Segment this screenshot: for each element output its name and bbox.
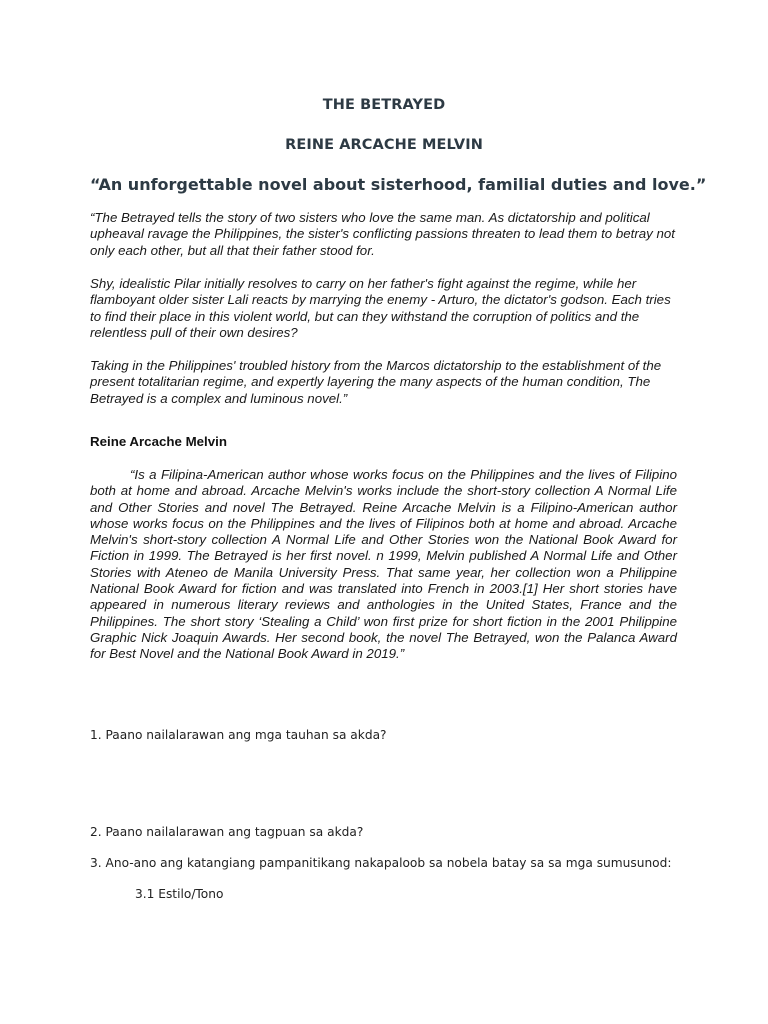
author-name: REINE ARCACHE MELVIN — [285, 137, 483, 153]
author-bio: “Is a Filipina-American author whose works focus on the Philippines and the lives of Filipino both at home and abroad. Arcache Melvin's works include the short-story collection A Normal Life and Other Stories and novel The Betrayed. Reine Arcache Melvin is a Filipino-American author whose works focus on the Philippines and the lives of Filipinos both at home and abroad. Arcache Melvin's short-story collection A Normal Life and Other Stories won the National Book Award for Fiction in 1999. The Betrayed is her first novel. n 1999, Melvin published A Normal Life and Other Stories with Ateneo de Manila University Press. That same year, her collection won a Philippine National Book Award for fiction and was translated into French in 2003.[1] Her short stories have appeared in numerous literary reviews and anthologies in the United States, France and the Philippines. The short story ‘Stealing a Child’ won first prize for short fiction in the 2001 Philippine Graphic Nick Joaquin Awards. Her second book, the novel The Betrayed, won the Palanca Award for Best Novel and the National Book Award in 2019.” — [90, 467, 677, 662]
tagline: “An unforgettable novel about sisterhood, familial duties and love.” — [90, 175, 707, 194]
author-heading: Reine Arcache Melvin — [90, 434, 227, 449]
question-2: 2. Paano nailalarawan ang tagpuan sa akda? — [90, 825, 364, 839]
question-3: 3. Ano-ano ang katangiang pampanitikang nakapaloob sa nobela batay sa sa mga sumusunod: — [90, 856, 672, 870]
synopsis-paragraph: “The Betrayed tells the story of two sisters who love the same man. As dictatorship and political upheaval ravage the Philippines, the sister's conflicting passions threaten to lead them to betray not only each other, but all that their father stood for. — [90, 210, 675, 258]
question-1: 1. Paano nailalarawan ang mga tauhan sa akda? — [90, 728, 387, 742]
book-title: THE BETRAYED — [322, 97, 446, 113]
sub-question-3-1: 3.1 Estilo/Tono — [135, 887, 224, 901]
synopsis-paragraph: Shy, idealistic Pilar initially resolves to carry on her father's fight against the regime, while her flamboyant older sister Lali reacts by marrying the enemy - Arturo, the dictator's godson. Each tries to find their place in this violent world, but can they withstand the corruption of politics and the relentless pull of their own desires? — [90, 276, 671, 340]
synopsis-paragraph: Taking in the Philippines' troubled history from the Marcos dictatorship to the establishment of the present totalitarian regime, and expertly layering the many aspects of the human condition, The Betrayed is a complex and luminous novel.” — [90, 358, 662, 406]
